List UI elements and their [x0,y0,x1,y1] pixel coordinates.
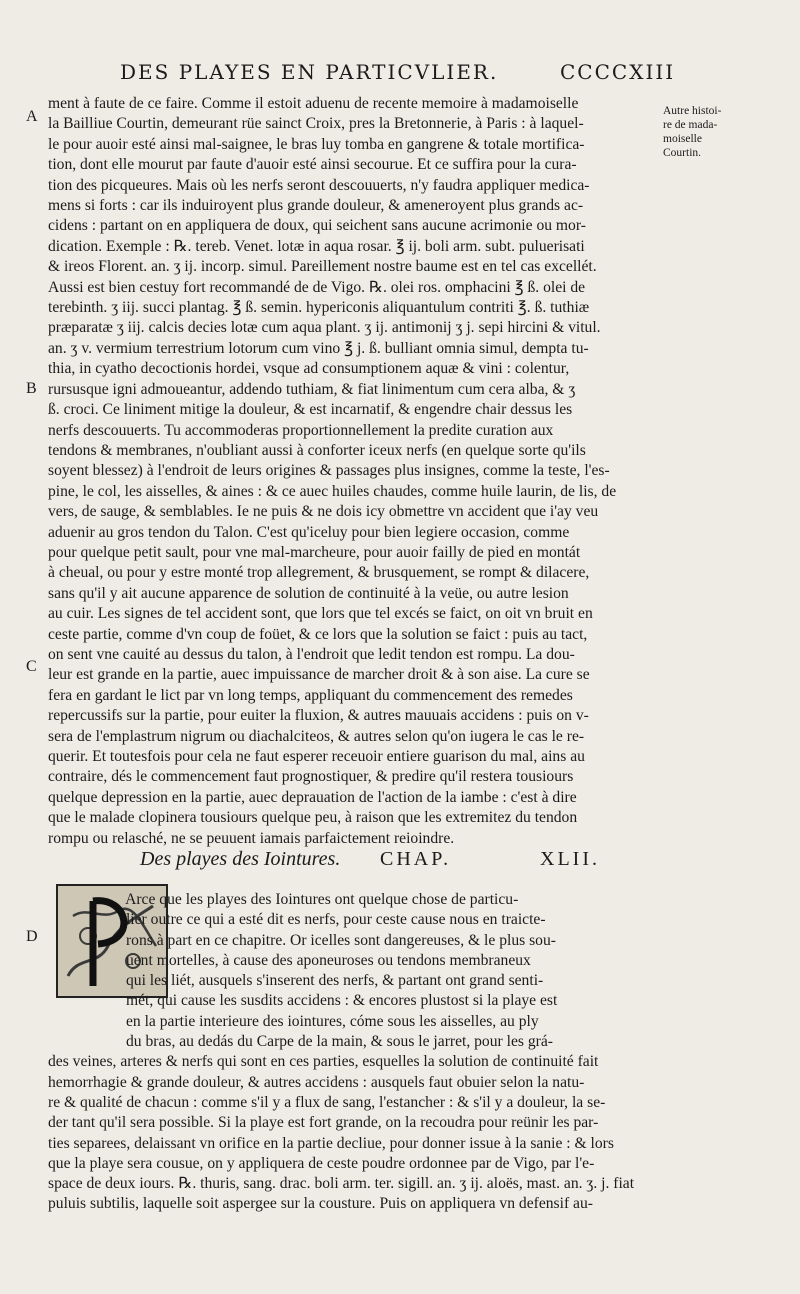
gutter-letter-c: C [26,658,37,675]
folio-number: CCCCXIII [560,60,676,84]
chapter-heading [140,848,660,871]
gutter-letter-a: A [26,108,38,125]
chapter-number: XLII. [540,848,600,870]
chapter-text: Arce que les playes des Iointures ont quelque chose de particu- lier outre ce qui a esté dit es nerfs, pour ceste cause nous en traicte- rons à part en ce chapitre. Or icelles sont dangereuses, & le plus sou- uent mortelles, à cause des aponeuroses ou tendons membraneux qui les liét, ausquels s'inserent des nerfs, & partant ont grand senti- mét, qui cause les susdits accidens : & encores plustost si la playe est en la partie interieure des iointures, cóme sous les aisselles, au ply du bras, au dedás du Carpe de la main, & sous le jarret, pour les grá- des veines, arteres & nerfs qui sont en ces parties, esquelles la solution de continuité fait hemorrhagie & grande douleur, & autres accidens : ausquels faut obuier selon la natu- re & qualité de chacun : comme s'il y a flux de sang, l'estancher : & s'il y a douleur, la se- der tant qu'il sera possible. Si la playe est fort grande, on la recoudra pour reünir les par- ties separees, delaissant vn orifice en la partie decliue, pour donner issue à la sanie : & lors que la playe sera cousue, on y appliquera de ceste poudre ordonnee par de Vigo, par l'e- space de deux iours. ℞. thuris, sang. drac. boli arm. ter. sigill. an. ʒ ij. aloës, mast. an. ʒ. j. fiat puluis subtilis, laquelle soit aspergee sur la cousture. Puis on appliquera vn defensif au- [48,891,635,1213]
body-text: ment à faute de ce faire. Comme il estoit aduenu de recente memoire à madamoiselle la Bailliue Courtin, demeurant rüe sainct Croix, pres la Bretonnerie, à Paris : à laquel- le pour auoir esté ainsi mal-saignee, le bras luy tomba en gangrene & totale mortifica- tion, dont elle mourut par faute d'auoir esté ainsi secourue. Et ce suffira pour la cura- tion des picqueures. Mais où les nerfs seront descouuerts, n'y faudra appliquer medica- mens si forts : car ils induiroyent plus grande douleur, & ameneroyent plus grands ac- cidens : partant on en appliquera de doux, qui seichent sans aucune acrimonie ou mor- dication. Exemple : ℞. tereb. Venet. lotæ in aqua rosar. ℥ ij. boli arm. subt. puluerisati & ireos Florent. an. ʒ ij. incorp. simul. Pareillement nostre baume est en tel cas excellét. Aussi est bien cestuy fort recommandé de de Vigo. ℞. olei ros. omphacini ℥ ß. olei de terebinth. ʒ iij. succi plantag. ℥ ß. semin. hypericonis aliquantulum contriti ℥. ß. tuthiæ præparatæ ʒ iij. calcis decies lotæ cum aqua plant. ʒ ij. antimonij ʒ j. sepi hircini & vitul. an. ʒ v. vermium terrestrium lotorum cum vino ℥ j. ß. bulliant omnia simul, dempta tu- thia, in cyatho decoctionis hordei, vsque ad consumptionem aquæ & vini : colentur, rursusque igni admoueantur, addendo tuthiam, & fiat linimentum cum cera alba, & ʒ ß. croci. Ce liniment mitige la douleur, & est incarnatif, & engendre chair dessus les nerfs descouuerts. Tu accommoderas proportionnellement la predite curation aux tendons & membranes, n'oubliant aussi à conforter iceux nerfs (en quelque sorte qu'ils soyent blessez) à l'endroit de leurs origines & passages plus insignes, comme la teste, l'es- pine, le col, les aisselles, & aines : & ce auec huiles chaudes, comme huile laurin, de lis, de vers, de sauge, & semblables. Ie ne puis & ne dois icy obmettre vn accident que i'ay veu aduenir au gros tendon du Talon. C'est qu'iceluy pour bien legiere occasion, comme pour quelque petit sault, pour vne mal-marcheure, pour auoir failly de pied en montát à cheual, ou pour y estre monté trop allegrement, & brusquement, se rompt & dilacere, sans qu'il y ait aucune apparence de solution de continuité à la veüe, ou autre lesion au cuir. Les signes de tel accident sont, que lors que tel excés se faict, on oit vn bruit en ceste partie, comme d'vn coup de foüet, & ce lors que la solution se faict : puis au tact, on sent vne cauité au dessus du talon, à l'endroit que ledit tendon est rompu. La dou- leur est grande en la partie, auec impuissance de marcher droit & à son aise. La cure se fera en gardant le lict par vn long temps, appliquant du commencement des remedes repercussifs sur la partie, pour euiter la fluxion, & autres mauuais accidens : puis on v- sera de l'emplastrum nigrum ou diachalciteos, & autres selon qu'on iugera le cas le re- querir. Et toutesfois pour cela ne faut esperer receuoir entiere guarison du mal, ains au contraire, dés le commencement faut prognostiquer, & predire qu'il restera tousiours quelque depression en la partie, auec deprauation de l'action de la iambe : c'est à dire que le malade clopinera tousiours quelque peu, à raison que les extremitez du tendon rompu ou relasché, ne se peuuent iamais parfaictement reioindre. [48,95,617,847]
running-title: DES PLAYES EN PARTICVLIER. [120,60,499,84]
margin-note: Autre histoi- re de mada- moiselle Courtin. [663,105,722,159]
gutter-letter-d: D [26,928,38,945]
chapter-label: CHAP. [380,848,452,870]
gutter-letter-b: B [26,380,37,397]
chapter-title: Des playes des Iointures. [140,848,341,870]
